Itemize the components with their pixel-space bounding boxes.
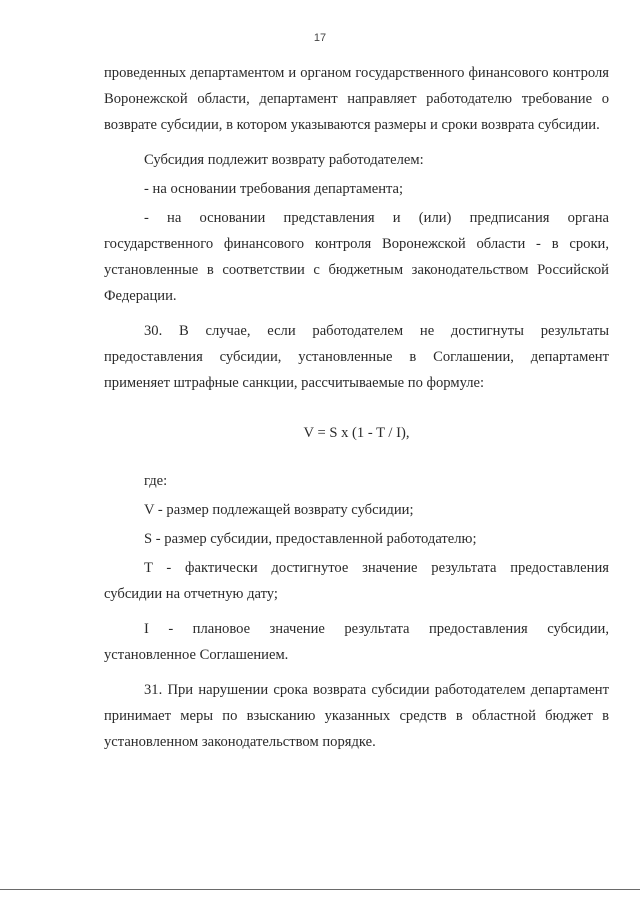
paragraph-clause-30: 30. В случае, если работодателем не достигнуты результаты предоставления субсидии, установленные в Соглашении, департамент применяет штрафные санкции, рассчитываемые по формуле: [104, 323, 609, 391]
penalty-formula: V = S x (1 - T / I), [303, 425, 410, 441]
formula-var-v: V - размер подлежащей возврату субсидии; [144, 502, 414, 518]
page-number: 17 [313, 32, 327, 44]
paragraph-refund-requirement: проведенных департаментом и органом государственного финансового контроля Воронежской области, департамент направляет работодателю требование о возврате субсидии, в котором указываются размеры и сроки возврата субсидии. [104, 65, 609, 133]
formula-where-label: где: [144, 473, 168, 489]
list-item-control-order: - на основании представления и (или) предписания органа государственного финансового контроля Воронежской области - в сроки, установленные в соответствии с бюджетным законодательством Российской Федерации. [104, 210, 609, 304]
formula-var-s: S - размер субсидии, предоставленной работодателю; [144, 531, 477, 547]
footer-divider [0, 889, 640, 890]
paragraph-clause-31: 31. При нарушении срока возврата субсидии работодателем департамент принимает меры по взысканию указанных средств в областной бюджет в установленном законодательством порядке. [104, 682, 609, 750]
formula-var-i: I - плановое значение результата предоставления субсидии, установленное Соглашением. [104, 621, 609, 663]
list-item-department-demand: - на основании требования департамента; [144, 181, 404, 197]
paragraph-refund-intro: Субсидия подлежит возврату работодателем: [144, 152, 424, 168]
formula-var-t: T - фактически достигнутое значение результата предоставления субсидии на отчетную дату; [104, 560, 609, 602]
document-body [104, 60, 609, 764]
